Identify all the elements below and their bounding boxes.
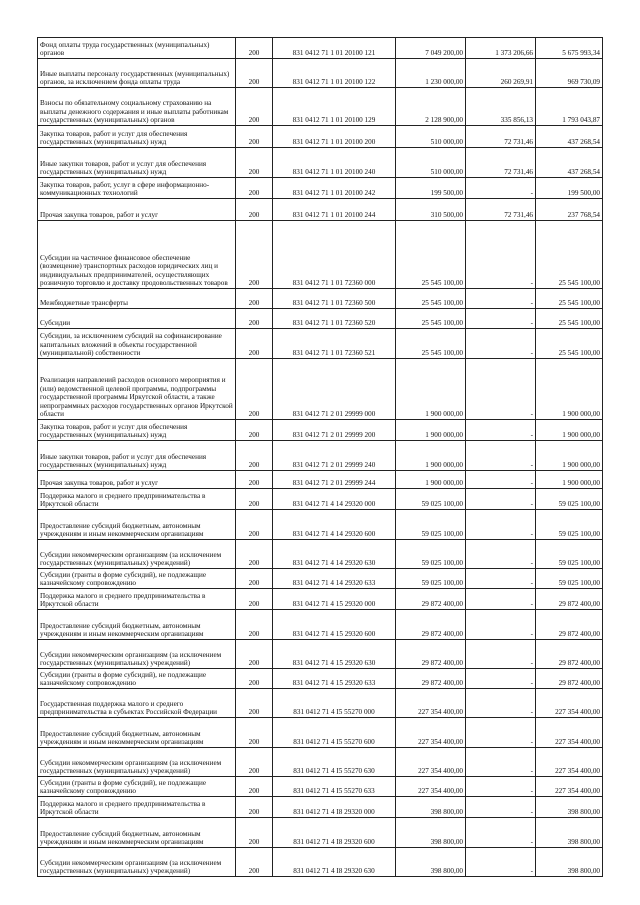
row-classification-cell: 831 0412 71 4 14 29320 630 xyxy=(273,540,396,569)
row-name-cell: Субсидии xyxy=(38,309,236,329)
row-approved-cell: 227 354 400,00 xyxy=(396,748,466,777)
row-remaining-cell: 1 900 000,00 xyxy=(536,471,603,489)
row-classification-cell: 831 0412 71 4 15 29320 000 xyxy=(273,589,396,610)
row-remaining-cell: 398 800,00 xyxy=(536,848,603,877)
row-approved-cell: 29 872 400,00 xyxy=(396,640,466,669)
table-row xyxy=(38,610,603,640)
row-approved-cell: 29 872 400,00 xyxy=(396,669,466,689)
row-name-cell: Субсидии (гранты в форме субсидий), не подлежащие казначейскому сопровождению xyxy=(38,777,236,797)
row-executed-cell: - xyxy=(466,441,536,471)
table-row xyxy=(38,289,603,309)
row-approved-cell: 510 000,00 xyxy=(396,126,466,148)
row-classification-cell: 831 0412 71 1 01 72360 000 xyxy=(273,221,396,289)
table-row xyxy=(38,309,603,329)
row-code-cell: 200 xyxy=(236,589,273,610)
row-classification-cell: 831 0412 71 4 I8 29320 000 xyxy=(273,797,396,818)
row-code-cell: 200 xyxy=(236,777,273,797)
row-code-cell: 200 xyxy=(236,148,273,178)
row-executed-cell: 335 856,13 xyxy=(466,88,536,126)
row-executed-cell: - xyxy=(466,589,536,610)
row-name-cell: Закупка товаров, работ, услуг в сфере информационно-коммуникационных технологий xyxy=(38,178,236,199)
table-body xyxy=(38,38,603,877)
row-name-cell: Субсидии некоммерческим организациям (за исключением государственных (муниципальных) учреждений) xyxy=(38,848,236,877)
table-row xyxy=(38,589,603,610)
row-code-cell: 200 xyxy=(236,441,273,471)
row-approved-cell: 1 900 000,00 xyxy=(396,471,466,489)
row-name-cell: Субсидии (гранты в форме субсидий), не подлежащие казначейскому сопровождению xyxy=(38,569,236,589)
row-code-cell: 200 xyxy=(236,126,273,148)
row-executed-cell: - xyxy=(466,178,536,199)
row-name-cell: Государственная поддержка малого и среднего предпринимательства в субъектах Российской Федерации xyxy=(38,689,236,718)
row-approved-cell: 59 025 100,00 xyxy=(396,510,466,540)
row-code-cell: 200 xyxy=(236,420,273,441)
row-name-cell: Предоставление субсидий бюджетным, автономным учреждениям и иным некоммерческим организациям xyxy=(38,718,236,748)
row-remaining-cell: 25 545 100,00 xyxy=(536,221,603,289)
table-row xyxy=(38,797,603,818)
table-row xyxy=(38,748,603,777)
row-code-cell: 200 xyxy=(236,38,273,59)
row-code-cell: 200 xyxy=(236,540,273,569)
row-name-cell: Иные выплаты персоналу государственных (муниципальных) органов, за исключением фонда оплаты труда xyxy=(38,59,236,88)
row-name-cell: Субсидии некоммерческим организациям (за исключением государственных (муниципальных) учреждений) xyxy=(38,748,236,777)
table-row xyxy=(38,818,603,848)
row-classification-cell: 831 0412 71 4 I5 55270 630 xyxy=(273,748,396,777)
table-row xyxy=(38,178,603,199)
row-code-cell: 200 xyxy=(236,221,273,289)
row-remaining-cell: 969 730,09 xyxy=(536,59,603,88)
row-code-cell: 200 xyxy=(236,797,273,818)
table-row xyxy=(38,148,603,178)
row-approved-cell: 398 800,00 xyxy=(396,818,466,848)
row-remaining-cell: 25 545 100,00 xyxy=(536,309,603,329)
row-code-cell: 200 xyxy=(236,359,273,420)
row-classification-cell: 831 0412 71 4 14 29320 633 xyxy=(273,569,396,589)
row-code-cell: 200 xyxy=(236,289,273,309)
row-code-cell: 200 xyxy=(236,669,273,689)
table-row xyxy=(38,848,603,877)
row-approved-cell: 1 230 000,00 xyxy=(396,59,466,88)
row-remaining-cell: 237 768,54 xyxy=(536,199,603,221)
table-row xyxy=(38,359,603,420)
row-code-cell: 200 xyxy=(236,178,273,199)
row-name-cell: Фонд оплаты труда государственных (муниципальных) органов xyxy=(38,38,236,59)
row-executed-cell: - xyxy=(466,471,536,489)
row-remaining-cell: 25 545 100,00 xyxy=(536,329,603,359)
row-executed-cell: 72 731,46 xyxy=(466,199,536,221)
row-approved-cell: 25 545 100,00 xyxy=(396,221,466,289)
row-classification-cell: 831 0412 71 1 01 72360 521 xyxy=(273,329,396,359)
row-classification-cell: 831 0412 71 4 I5 55270 633 xyxy=(273,777,396,797)
row-classification-cell: 831 0412 71 2 01 29999 244 xyxy=(273,471,396,489)
row-name-cell: Поддержка малого и среднего предпринимательства в Иркутской области xyxy=(38,797,236,818)
row-approved-cell: 25 545 100,00 xyxy=(396,329,466,359)
row-remaining-cell: 437 268,54 xyxy=(536,126,603,148)
row-code-cell: 200 xyxy=(236,818,273,848)
budget-execution-table xyxy=(37,37,603,877)
row-remaining-cell: 1 900 000,00 xyxy=(536,441,603,471)
table-row xyxy=(38,38,603,59)
row-remaining-cell: 25 545 100,00 xyxy=(536,289,603,309)
table-row xyxy=(38,59,603,88)
table-row xyxy=(38,510,603,540)
row-code-cell: 200 xyxy=(236,689,273,718)
row-remaining-cell: 29 872 400,00 xyxy=(536,640,603,669)
row-remaining-cell: 199 500,00 xyxy=(536,178,603,199)
row-remaining-cell: 227 354 400,00 xyxy=(536,718,603,748)
row-executed-cell: - xyxy=(466,610,536,640)
row-name-cell: Закупка товаров, работ и услуг для обеспечения государственных (муниципальных) нужд xyxy=(38,420,236,441)
table-row xyxy=(38,441,603,471)
table-row xyxy=(38,329,603,359)
row-code-cell: 200 xyxy=(236,748,273,777)
row-approved-cell: 29 872 400,00 xyxy=(396,589,466,610)
table-row xyxy=(38,689,603,718)
row-executed-cell: - xyxy=(466,718,536,748)
row-executed-cell: - xyxy=(466,359,536,420)
row-approved-cell: 227 354 400,00 xyxy=(396,777,466,797)
row-code-cell: 200 xyxy=(236,610,273,640)
row-remaining-cell: 59 025 100,00 xyxy=(536,540,603,569)
row-approved-cell: 7 049 200,00 xyxy=(396,38,466,59)
row-code-cell: 200 xyxy=(236,59,273,88)
row-executed-cell: - xyxy=(466,669,536,689)
row-remaining-cell: 1 900 000,00 xyxy=(536,420,603,441)
row-name-cell: Предоставление субсидий бюджетным, автономным учреждениям и иным некоммерческим организациям xyxy=(38,818,236,848)
table-row xyxy=(38,669,603,689)
row-classification-cell: 831 0412 71 1 01 20100 240 xyxy=(273,148,396,178)
row-classification-cell: 831 0412 71 4 I5 55270 600 xyxy=(273,718,396,748)
row-classification-cell: 831 0412 71 4 14 29320 600 xyxy=(273,510,396,540)
row-approved-cell: 398 800,00 xyxy=(396,848,466,877)
row-executed-cell: 260 269,91 xyxy=(466,59,536,88)
row-executed-cell: 1 373 206,66 xyxy=(466,38,536,59)
row-approved-cell: 510 000,00 xyxy=(396,148,466,178)
table-row xyxy=(38,640,603,669)
row-classification-cell: 831 0412 71 1 01 20100 200 xyxy=(273,126,396,148)
row-name-cell: Предоставление субсидий бюджетным, автономным учреждениям и иным некоммерческим организациям xyxy=(38,610,236,640)
row-executed-cell: - xyxy=(466,689,536,718)
row-name-cell: Субсидии некоммерческим организациям (за исключением государственных (муниципальных) учреждений) xyxy=(38,540,236,569)
row-remaining-cell: 59 025 100,00 xyxy=(536,569,603,589)
row-name-cell: Реализация направлений расходов основного мероприятия и (или) ведомственной целевой программы, подпрограммы государственной программы Иркутской области, а также непрограммных расходов государственных органов Иркутской области xyxy=(38,359,236,420)
row-approved-cell: 1 900 000,00 xyxy=(396,441,466,471)
row-name-cell: Иные закупки товаров, работ и услуг для обеспечения государственных (муниципальных) нужд xyxy=(38,148,236,178)
table-row xyxy=(38,471,603,489)
row-approved-cell: 1 900 000,00 xyxy=(396,359,466,420)
row-remaining-cell: 5 675 993,34 xyxy=(536,38,603,59)
row-remaining-cell: 398 800,00 xyxy=(536,797,603,818)
table-row xyxy=(38,540,603,569)
row-executed-cell: - xyxy=(466,420,536,441)
row-approved-cell: 59 025 100,00 xyxy=(396,489,466,510)
row-name-cell: Субсидии, за исключением субсидий на софинансирование капитальных вложений в объекты государственной (муниципальной) собственности xyxy=(38,329,236,359)
table-row xyxy=(38,199,603,221)
row-classification-cell: 831 0412 71 4 I5 55270 000 xyxy=(273,689,396,718)
row-name-cell: Субсидии (гранты в форме субсидий), не подлежащие казначейскому сопровождению xyxy=(38,669,236,689)
row-executed-cell: - xyxy=(466,640,536,669)
table-row xyxy=(38,569,603,589)
row-executed-cell: 72 731,46 xyxy=(466,126,536,148)
row-executed-cell: - xyxy=(466,289,536,309)
row-remaining-cell: 29 872 400,00 xyxy=(536,589,603,610)
row-classification-cell: 831 0412 71 1 01 20100 242 xyxy=(273,178,396,199)
row-remaining-cell: 227 354 400,00 xyxy=(536,689,603,718)
table-row xyxy=(38,221,603,289)
row-approved-cell: 2 128 900,00 xyxy=(396,88,466,126)
row-classification-cell: 831 0412 71 1 01 20100 244 xyxy=(273,199,396,221)
table-row xyxy=(38,88,603,126)
row-code-cell: 200 xyxy=(236,510,273,540)
row-name-cell: Поддержка малого и среднего предпринимательства в Иркутской области xyxy=(38,489,236,510)
row-classification-cell: 831 0412 71 4 I8 29320 630 xyxy=(273,848,396,877)
row-remaining-cell: 59 025 100,00 xyxy=(536,489,603,510)
row-code-cell: 200 xyxy=(236,199,273,221)
table-row xyxy=(38,718,603,748)
row-remaining-cell: 227 354 400,00 xyxy=(536,777,603,797)
row-remaining-cell: 437 268,54 xyxy=(536,148,603,178)
row-remaining-cell: 1 900 000,00 xyxy=(536,359,603,420)
row-executed-cell: - xyxy=(466,818,536,848)
row-name-cell: Закупка товаров, работ и услуг для обеспечения государственных (муниципальных) нужд xyxy=(38,126,236,148)
row-code-cell: 200 xyxy=(236,848,273,877)
row-classification-cell: 831 0412 71 4 15 29320 633 xyxy=(273,669,396,689)
row-code-cell: 200 xyxy=(236,471,273,489)
row-classification-cell: 831 0412 71 1 01 72360 500 xyxy=(273,289,396,309)
row-classification-cell: 831 0412 71 4 I8 29320 600 xyxy=(273,818,396,848)
row-classification-cell: 831 0412 71 4 15 29320 600 xyxy=(273,610,396,640)
row-approved-cell: 25 545 100,00 xyxy=(396,289,466,309)
row-name-cell: Взносы по обязательному социальному страхованию на выплаты денежного содержания и иные выплаты работникам государственных (муниципальных) органов xyxy=(38,88,236,126)
row-executed-cell: - xyxy=(466,777,536,797)
row-code-cell: 200 xyxy=(236,569,273,589)
row-name-cell: Межбюджетные трансферты xyxy=(38,289,236,309)
row-code-cell: 200 xyxy=(236,329,273,359)
row-code-cell: 200 xyxy=(236,309,273,329)
row-executed-cell: - xyxy=(466,748,536,777)
row-classification-cell: 831 0412 71 1 01 72360 520 xyxy=(273,309,396,329)
row-name-cell: Предоставление субсидий бюджетным, автономным учреждениям и иным некоммерческим организациям xyxy=(38,510,236,540)
row-approved-cell: 29 872 400,00 xyxy=(396,610,466,640)
table-row xyxy=(38,126,603,148)
row-code-cell: 200 xyxy=(236,718,273,748)
table-row xyxy=(38,777,603,797)
row-name-cell: Прочая закупка товаров, работ и услуг xyxy=(38,471,236,489)
row-approved-cell: 227 354 400,00 xyxy=(396,689,466,718)
row-approved-cell: 25 545 100,00 xyxy=(396,309,466,329)
row-executed-cell: - xyxy=(466,540,536,569)
row-remaining-cell: 227 354 400,00 xyxy=(536,748,603,777)
row-classification-cell: 831 0412 71 1 01 20100 122 xyxy=(273,59,396,88)
row-approved-cell: 227 354 400,00 xyxy=(396,718,466,748)
row-classification-cell: 831 0412 71 4 14 29320 000 xyxy=(273,489,396,510)
row-classification-cell: 831 0412 71 1 01 20100 121 xyxy=(273,38,396,59)
row-code-cell: 200 xyxy=(236,88,273,126)
row-code-cell: 200 xyxy=(236,640,273,669)
row-name-cell: Прочая закупка товаров, работ и услуг xyxy=(38,199,236,221)
row-executed-cell: - xyxy=(466,329,536,359)
row-remaining-cell: 29 872 400,00 xyxy=(536,610,603,640)
row-remaining-cell: 398 800,00 xyxy=(536,818,603,848)
row-executed-cell: - xyxy=(466,309,536,329)
row-name-cell: Субсидии некоммерческим организациям (за исключением государственных (муниципальных) учреждений) xyxy=(38,640,236,669)
row-name-cell: Иные закупки товаров, работ и услуг для обеспечения государственных (муниципальных) нужд xyxy=(38,441,236,471)
row-remaining-cell: 59 025 100,00 xyxy=(536,510,603,540)
row-name-cell: Субсидии на частичное финансовое обеспечение (возмещение) транспортных расходов юридических лиц и индивидуальных предпринимателей, осуществляющих розничную торговлю и доставку продовольственных товаров xyxy=(38,221,236,289)
row-classification-cell: 831 0412 71 2 01 29999 000 xyxy=(273,359,396,420)
row-classification-cell: 831 0412 71 2 01 29999 200 xyxy=(273,420,396,441)
table-row xyxy=(38,489,603,510)
row-executed-cell: - xyxy=(466,510,536,540)
row-remaining-cell: 1 793 043,87 xyxy=(536,88,603,126)
row-approved-cell: 310 500,00 xyxy=(396,199,466,221)
row-classification-cell: 831 0412 71 2 01 29999 240 xyxy=(273,441,396,471)
row-executed-cell: - xyxy=(466,848,536,877)
row-code-cell: 200 xyxy=(236,489,273,510)
row-approved-cell: 1 900 000,00 xyxy=(396,420,466,441)
row-classification-cell: 831 0412 71 4 15 29320 630 xyxy=(273,640,396,669)
row-executed-cell: - xyxy=(466,797,536,818)
row-name-cell: Поддержка малого и среднего предпринимательства в Иркутской области xyxy=(38,589,236,610)
row-executed-cell: - xyxy=(466,569,536,589)
row-approved-cell: 398 800,00 xyxy=(396,797,466,818)
row-executed-cell: - xyxy=(466,221,536,289)
row-classification-cell: 831 0412 71 1 01 20100 129 xyxy=(273,88,396,126)
row-executed-cell: - xyxy=(466,489,536,510)
row-remaining-cell: 29 872 400,00 xyxy=(536,669,603,689)
row-approved-cell: 59 025 100,00 xyxy=(396,540,466,569)
row-executed-cell: 72 731,46 xyxy=(466,148,536,178)
table-row xyxy=(38,420,603,441)
row-approved-cell: 59 025 100,00 xyxy=(396,569,466,589)
row-approved-cell: 199 500,00 xyxy=(396,178,466,199)
